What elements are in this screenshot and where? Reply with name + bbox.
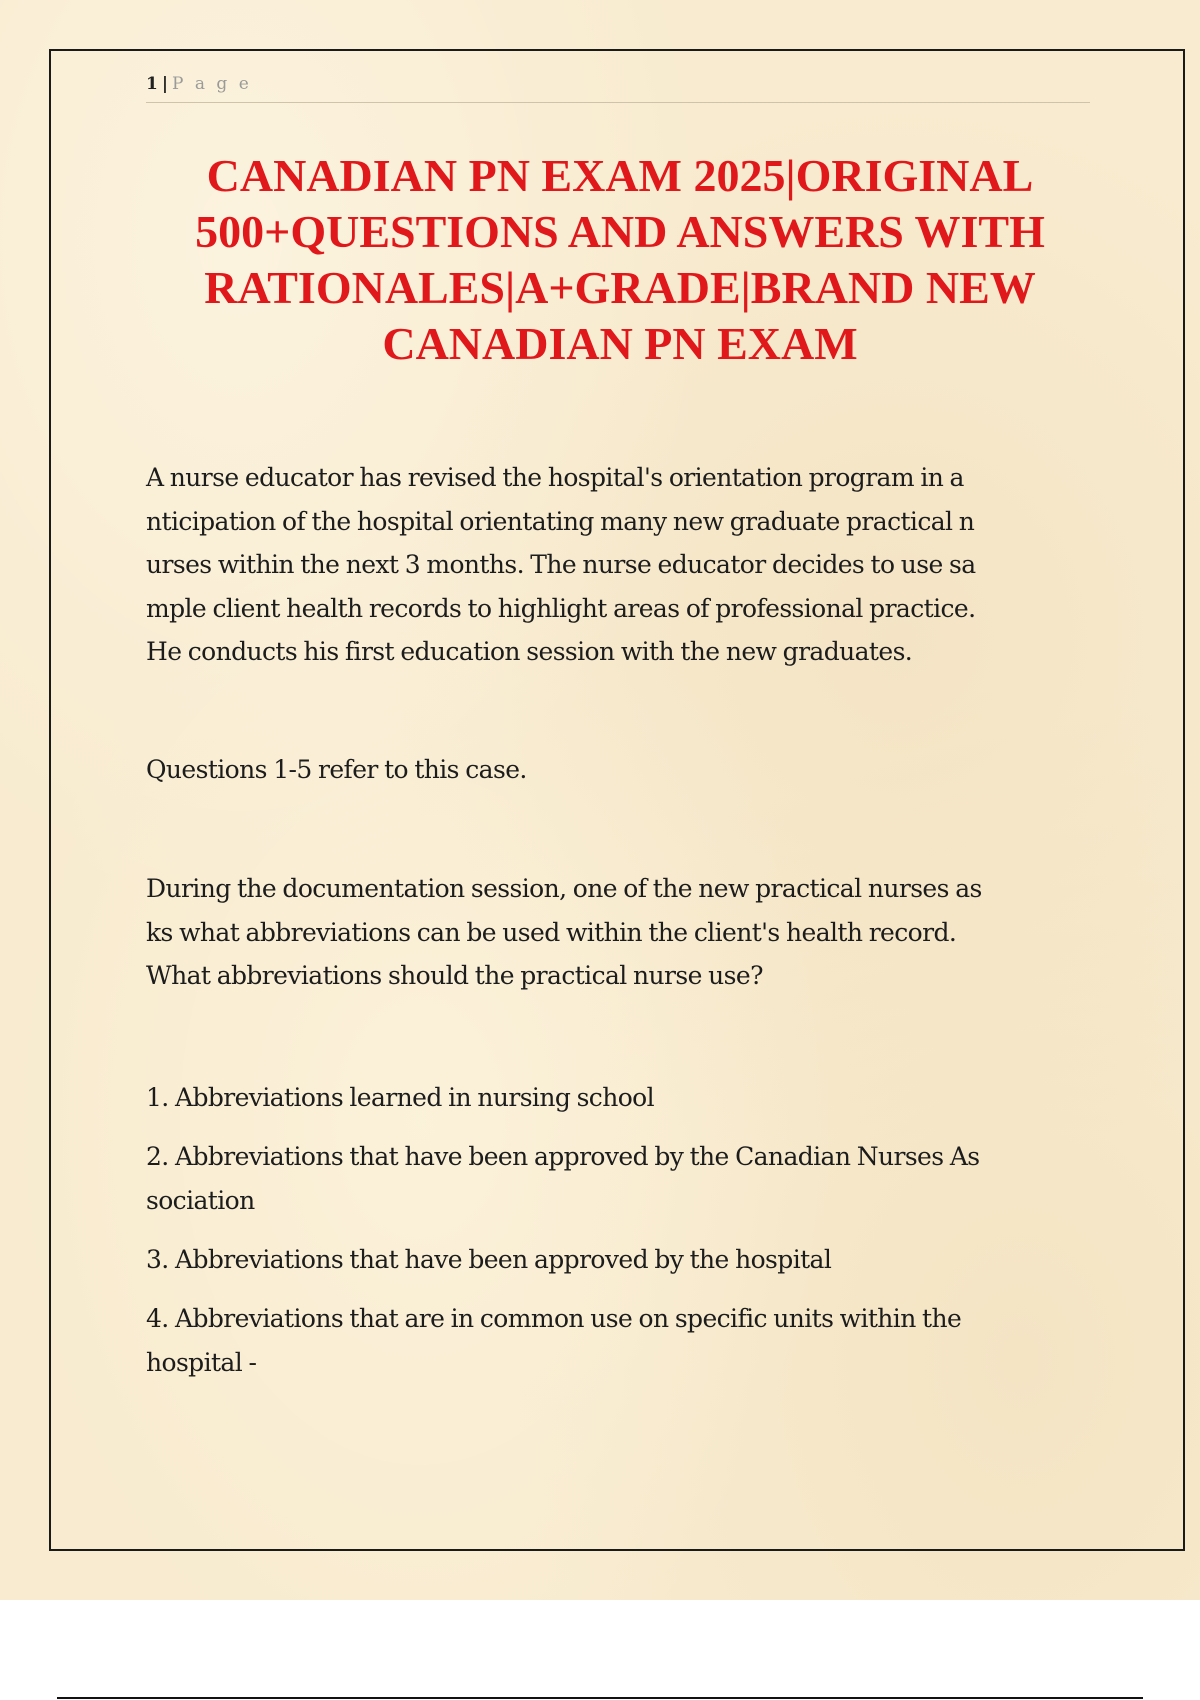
- case-line: A nurse educator has revised the hospital's orientation program in a: [146, 463, 964, 492]
- option-line: 3. Abbreviations that have been approved by the hospital: [146, 1245, 832, 1274]
- page-header: [146, 74, 1090, 103]
- title-line: 500+QUESTIONS AND ANSWERS WITH: [195, 206, 1045, 257]
- option-line: hospital -: [146, 1348, 257, 1377]
- answer-option-1: [146, 1076, 1096, 1120]
- option-line: 2. Abbreviations that have been approved by the Canadian Nurses As: [146, 1142, 980, 1171]
- title-line: CANADIAN PN EXAM: [382, 318, 858, 369]
- case-line: nticipation of the hospital orientating many new graduate practical n: [146, 506, 975, 536]
- page-separator: |: [161, 74, 170, 94]
- title-line: CANADIAN PN EXAM 2025|ORIGINAL: [206, 150, 1034, 201]
- footer-divider: [57, 1697, 1143, 1699]
- answer-option-3: [146, 1238, 1096, 1282]
- option-line: sociation: [146, 1186, 255, 1215]
- page-label: P a g e: [172, 74, 252, 94]
- case-line: He conducts his first education session with the new graduates.: [146, 637, 913, 666]
- answer-option-4: [146, 1297, 1096, 1385]
- page-number: 1: [146, 74, 159, 94]
- case-scenario: [146, 456, 1096, 674]
- document-title: [120, 148, 1120, 372]
- answer-options: [146, 1076, 1096, 1400]
- option-line: 1. Abbreviations learned in nursing school: [146, 1083, 654, 1112]
- question-line: What abbreviations should the practical nurse use?: [146, 961, 763, 990]
- question-line: During the documentation session, one of the new practical nurses as: [146, 874, 982, 903]
- question-line: ks what abbreviations can be used within the client's health record.: [146, 917, 957, 947]
- option-line: 4. Abbreviations that are in common use on specific units within the: [146, 1304, 962, 1333]
- case-line: urses within the next 3 months. The nurse educator decides to use sa: [146, 550, 976, 579]
- case-reference: Questions 1-5 refer to this case.: [146, 755, 527, 784]
- title-line: RATIONALES|A+GRADE|BRAND NEW: [204, 262, 1036, 313]
- case-line: mple client health records to highlight areas of professional practice.: [146, 593, 976, 623]
- answer-option-2: [146, 1135, 1096, 1223]
- question-text: [146, 867, 1096, 998]
